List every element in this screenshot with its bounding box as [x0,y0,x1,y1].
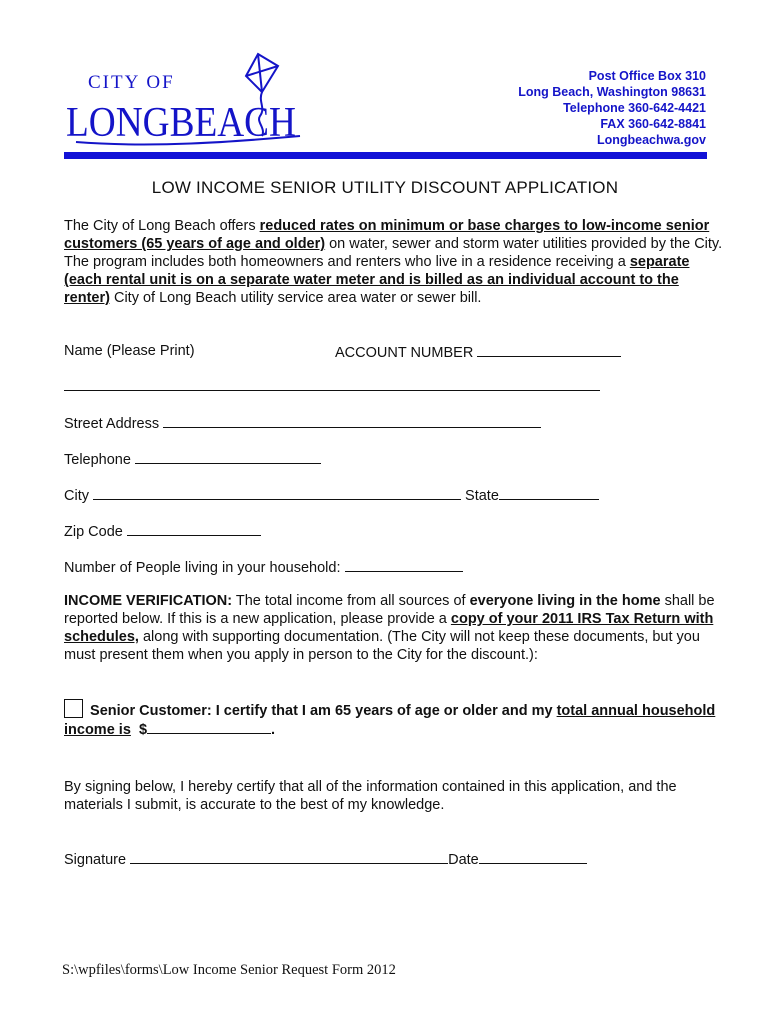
city-row [64,485,599,505]
senior-customer-checkbox[interactable] [64,699,83,718]
street-row [64,413,541,433]
household-row [64,557,463,577]
header-rule [64,152,707,159]
contact-telephone: Telephone 360-642-4421 [563,101,706,115]
intro-paragraph: The City of Long Beach offers reduced rates on minimum or base charges to low-income senior customers (65 years of age and older) on water, sewer and storm water utilities provided by the City. The program includes both homeowners and renters who live in a residence receiving a separate (each rental unit is on a separate water meter and is billed as an individual account to the renter) City of Long Beach utility service area water or sewer bill. [64,218,723,306]
name-entry-row [64,376,600,396]
logo-line1: CITY OF [88,72,175,93]
account-row [335,342,621,362]
household-income-field[interactable] [147,720,271,734]
name-label: Name (Please Print) [64,343,195,359]
contact-fax: FAX 360-642-8841 [600,117,706,131]
telephone-row [64,449,321,469]
account-number-label: ACCOUNT NUMBER [335,345,474,361]
contact-po-box: Post Office Box 310 [588,69,706,83]
senior-certification: Senior Customer: I certify that I am 65 years of age or older and my total annual household income is $ . [64,699,724,739]
telephone-label: Telephone [64,452,131,468]
signing-statement: By signing below, I hereby certify that all of the information contained in this application, and the materials I submit, is accurate to the best of my knowledge. [64,779,677,813]
contact-website: Longbeachwa.gov [596,133,706,147]
zip-code-label: Zip Code [64,524,123,540]
state-field[interactable] [499,485,599,500]
account-number-field[interactable] [477,342,621,357]
form-title: LOW INCOME SENIOR UTILITY DISCOUNT APPLICATION [151,178,619,197]
signature-row [64,849,587,869]
logo-line2: LONGBEACH [66,100,296,146]
street-address-field[interactable] [163,413,541,428]
signature-field[interactable] [130,849,448,864]
telephone-field[interactable] [135,449,321,464]
household-count-field[interactable] [345,557,463,572]
income-verification-paragraph: INCOME VERIFICATION: The total income from all sources of everyone living in the home shall be reported below. If this is a new application, please provide a copy of your 2011 IRS Tax Return with schedules, along with supporting documentation. (The City will not keep these documents, but you must present them when you apply in person to the City for the discount.): [64,593,715,663]
contact-block [518,68,706,148]
street-address-label: Street Address [64,416,160,432]
signature-label: Signature [64,852,127,868]
footer-file-path: S:\wpfiles\forms\Low Income Senior Request Form 2012 [62,962,396,978]
zip-row [64,521,261,541]
contact-city: Long Beach, Washington 98631 [518,85,706,99]
date-field[interactable] [479,849,587,864]
city-field[interactable] [93,485,461,500]
zip-code-field[interactable] [127,521,261,536]
state-label: State [465,488,499,504]
household-label: Number of People living in your household: [64,560,341,576]
date-label: Date [448,852,479,868]
name-field[interactable] [64,376,600,391]
city-label: City [64,488,89,504]
name-row [64,342,195,360]
city-logo [62,50,322,150]
